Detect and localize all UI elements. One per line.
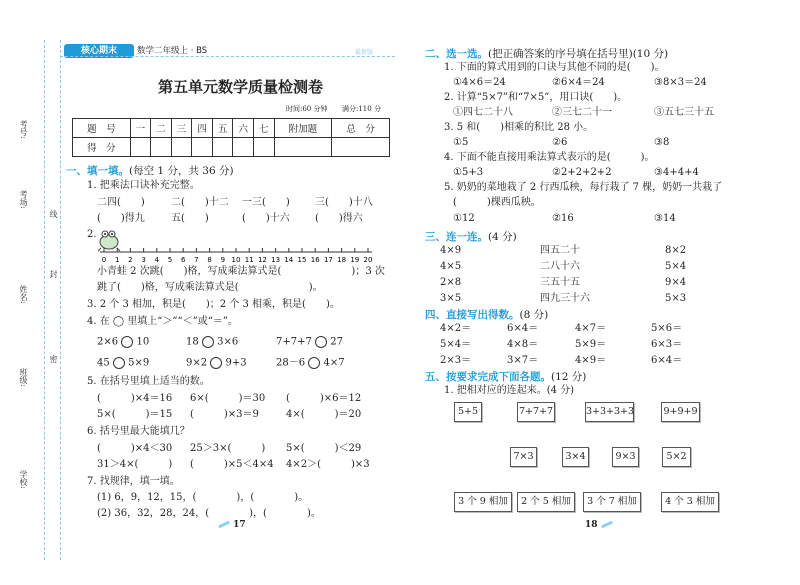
- section-4-heading: [425, 307, 548, 322]
- score-input-cell[interactable]: [332, 138, 390, 157]
- s4-item: 5×9＝: [575, 339, 607, 350]
- page-title: 第五单元数学质量检测卷: [158, 78, 324, 96]
- match-bottom-box[interactable]: 3 个 9 相加: [454, 492, 512, 512]
- q5-item: 4×( )＝20: [286, 409, 362, 420]
- number-line-tick-label: 0: [101, 256, 107, 264]
- s2-q2: 2. 计算“5×7”和“7×5”，用口诀( )。: [444, 92, 628, 103]
- q1-item: 三( )十八: [315, 197, 373, 208]
- section-1-note: (每空 1 分，共 36 分): [129, 165, 234, 177]
- s4-item: 6×3＝: [651, 339, 683, 350]
- q4-row-2: [97, 357, 149, 370]
- score-row-label: 得 分: [73, 138, 131, 157]
- match-top-box[interactable]: 5+5: [454, 402, 482, 422]
- q4-expr: 5×9: [128, 357, 150, 369]
- s3-left-item[interactable]: 2×8: [440, 277, 462, 288]
- q1-item: ( )得六: [315, 213, 363, 224]
- s2-q1-opt: ②6×4＝24: [552, 77, 605, 88]
- class-label: 班级:: [19, 368, 28, 387]
- number-line-tick-label: 15: [297, 256, 307, 264]
- compare-circle[interactable]: [308, 357, 320, 369]
- q6-item: ( )×5＜4×4: [190, 459, 274, 470]
- s2-q3-opt: ③8: [654, 137, 670, 148]
- pen-icon: [218, 521, 230, 529]
- score-input-cell[interactable]: [130, 138, 151, 157]
- score-input-cell[interactable]: [171, 138, 192, 157]
- s2-q1-opt: ①4×6＝24: [453, 77, 506, 88]
- s2-q5-line-2: ( )棵西瓜秧。: [453, 197, 541, 208]
- score-table: [72, 118, 390, 157]
- q2-line-2: 跳了( )格，写成乘法算式是( )。: [97, 282, 323, 293]
- q1-item: 一三( ): [242, 197, 290, 208]
- score-header-cell: 五: [212, 119, 233, 138]
- match-top-box[interactable]: 7+7+7: [517, 402, 555, 422]
- match-top-box[interactable]: 3+3+3+3: [585, 402, 634, 422]
- number-line-tick-label: 2: [128, 256, 133, 264]
- q1-item: ( )得九: [97, 213, 145, 224]
- s4-item: 4×7＝: [575, 323, 607, 334]
- section-5-note: (12 分): [551, 371, 587, 383]
- number-line-tick-label: 12: [257, 256, 267, 264]
- number-line-tick-label: 9: [220, 256, 226, 264]
- s4-item: 5×4＝: [440, 339, 472, 350]
- s2-q1-opt: ③8×3＝24: [654, 77, 707, 88]
- q4-row-1c: [276, 336, 343, 349]
- corner-tag: 最新版: [355, 49, 374, 56]
- match-mid-box[interactable]: 5×2: [662, 447, 691, 467]
- number-line-tick-label: 14: [284, 256, 294, 264]
- q1-item: 二( )十二: [171, 197, 229, 208]
- q5-item: 5×( )＝15: [97, 409, 173, 420]
- q4-expr: 9×2: [186, 357, 208, 369]
- match-bottom-box[interactable]: 4 个 3 相加: [661, 492, 719, 512]
- score-header-cell: 一: [130, 119, 151, 138]
- compare-circle[interactable]: [210, 357, 222, 369]
- s2-q4: 4. 下面不能直接用乘法算式表示的是( )。: [444, 152, 655, 163]
- s2-q5-opt: ②16: [552, 213, 574, 224]
- seal-secret-char: 密: [49, 355, 58, 363]
- number-line-tick-label: 5: [167, 256, 173, 264]
- page-number-left-text: 17: [233, 520, 246, 530]
- q4-expr: 9+3: [225, 357, 247, 369]
- s3-mid-item[interactable]: 四五二十: [540, 245, 580, 256]
- q6-item: 31＞4×( ): [97, 459, 173, 470]
- s4-item: 3×7＝: [507, 355, 539, 366]
- q4-expr: 7+7+7: [276, 336, 312, 348]
- s3-right-item[interactable]: 8×2: [665, 245, 687, 256]
- q4-expr: 27: [330, 336, 343, 348]
- score-input-cell[interactable]: [233, 138, 254, 157]
- score-header-cell: 六: [233, 119, 254, 138]
- s2-q4-opt: ③4+4+4: [654, 167, 699, 178]
- q6-item: 5×( )＜29: [286, 443, 362, 454]
- match-mid-box[interactable]: 7×3: [510, 447, 537, 467]
- q5-item: ( )×6＝12: [286, 393, 362, 404]
- q6-item: 4×2＞( )×3: [286, 459, 370, 470]
- school-label: 学校:: [19, 470, 28, 489]
- score-input-cell[interactable]: [212, 138, 233, 157]
- s2-q4-opt: ①5+3: [453, 167, 484, 178]
- name-label: 姓名:: [19, 285, 28, 304]
- number-line-tick-label: 7: [194, 256, 199, 264]
- s3-mid-item[interactable]: 三五十五: [540, 277, 580, 288]
- match-mid-box[interactable]: 3×4: [562, 447, 589, 467]
- compare-circle[interactable]: [113, 357, 125, 369]
- s3-right-item[interactable]: 9×4: [665, 277, 687, 288]
- brand-logo: 核心期末: [64, 44, 134, 58]
- number-line-tick-label: 18: [337, 256, 347, 264]
- section-4-title: 四、直接写出得数。: [425, 309, 520, 321]
- number-line-tick-label: 1: [114, 256, 120, 264]
- s4-item: 5×6＝: [651, 323, 683, 334]
- s3-right-item[interactable]: 5×4: [665, 261, 687, 272]
- match-top-box[interactable]: 9+9+9: [661, 402, 700, 422]
- q4-row-2c: [276, 357, 345, 370]
- q1-item: ( )十六: [242, 213, 290, 224]
- match-bottom-box[interactable]: 3 个 7 相加: [583, 492, 641, 512]
- q2-line-1: 小青蛙 2 次跳( )格，写成乘法算式是( )；3 次: [97, 266, 385, 277]
- exam-no-label: 考号:: [19, 120, 28, 139]
- s3-left-item[interactable]: 4×9: [440, 245, 462, 256]
- q4-expr: 3×6: [217, 336, 239, 348]
- s4-item: 4×9＝: [575, 355, 607, 366]
- q4-expr: 18: [186, 336, 199, 348]
- section-4-note: (8 分): [519, 309, 549, 321]
- s4-item: 2×3＝: [440, 355, 472, 366]
- binding-line-inner: [60, 40, 61, 560]
- score-input-cell[interactable]: [253, 138, 274, 157]
- score-header-cell: 题 号: [73, 119, 131, 138]
- s2-q2-opt: ①四七二十八: [453, 107, 513, 118]
- q4-expr: 28－6: [276, 357, 306, 369]
- seal-line-char: 线: [49, 210, 58, 218]
- s3-right-item[interactable]: 5×3: [665, 293, 687, 304]
- score-input-cell[interactable]: [192, 138, 213, 157]
- q5-item: ( )×3＝9: [190, 409, 259, 420]
- q7-prompt: 7. 找规律，填一填。: [87, 476, 180, 487]
- number-line-tick-label: 4: [154, 256, 160, 264]
- section-1-heading: [66, 163, 234, 178]
- number-line-ticks: [102, 248, 373, 264]
- q7-sub-1: (1) 6，9，12，15，( )，( )。: [97, 492, 309, 503]
- score-value-row: [73, 138, 390, 157]
- page-number-right-text: 18: [585, 520, 598, 530]
- q4-expr: 45: [97, 357, 110, 369]
- section-2-title: 二、选一选。: [425, 48, 488, 60]
- match-bottom-box[interactable]: 2 个 5 相加: [517, 492, 575, 512]
- q4-expr: 2×6: [97, 336, 119, 348]
- pen-icon: [601, 521, 613, 529]
- q4-row-1: [97, 336, 149, 349]
- score-header-cell: 附加题: [274, 119, 332, 138]
- number-line-tick-label: 3: [141, 256, 146, 264]
- q5-item: ( )×4＝16: [97, 393, 173, 404]
- section-5-title: 五、按要求完成下面各题。: [425, 371, 551, 383]
- s3-left-item[interactable]: 4×5: [440, 261, 462, 272]
- q1-item: 五( ): [171, 213, 209, 224]
- score-header-cell: 三: [171, 119, 192, 138]
- q1-prompt: 1. 把乘法口诀补充完整。: [87, 180, 200, 191]
- section-3-note: (4 分): [488, 231, 517, 243]
- score-header-row: [73, 119, 390, 138]
- s2-q3-opt: ②6: [552, 137, 568, 148]
- q6-prompt: 6. 括号里最大能填几？: [87, 426, 190, 437]
- score-input-cell[interactable]: [151, 138, 172, 157]
- s2-q5-line-1: 5. 奶奶的菜地栽了 2 行西瓜秧，每行栽了 7 棵，奶奶一共栽了: [444, 182, 723, 193]
- s2-q3: 3. 5 和( )相乘的积比 28 小。: [444, 122, 594, 133]
- s4-item: 6×4＝: [651, 355, 683, 366]
- section-1-title: 一、填一填。: [66, 165, 129, 177]
- s5-q1-prompt: 1. 把相对应的连起来。(4 分): [444, 385, 575, 396]
- seal-seal-char: 封: [49, 270, 58, 278]
- q6-item: ( )×4＜30: [97, 443, 173, 454]
- s3-mid-item[interactable]: 四九三十六: [540, 293, 590, 304]
- q7-sub-2: (2) 36，32，28，24，( )，( )。: [97, 508, 321, 519]
- exam-room-label: 考场:: [19, 190, 28, 209]
- binding-line-outer: [44, 40, 45, 560]
- q4-expr: 4×7: [323, 357, 345, 369]
- header-divider: [60, 56, 395, 57]
- number-line-tick-label: 17: [323, 256, 333, 264]
- q5-item: 6×( )＝30: [190, 393, 266, 404]
- compare-circle[interactable]: [121, 336, 133, 348]
- s4-item: 4×8＝: [507, 339, 539, 350]
- score-header-cell: 二: [151, 119, 172, 138]
- compare-circle[interactable]: [315, 336, 327, 348]
- exam-time: 时间:60 分钟: [286, 105, 328, 113]
- score-header-cell: 四: [192, 119, 213, 138]
- q2-label: 2.: [87, 229, 97, 240]
- s2-q3-opt: ①5: [453, 137, 469, 148]
- q3-prompt: 3. 2 个 3 相加，积是( )；2 个 3 相乘，积是( )。: [87, 299, 340, 310]
- number-line-tick-label: 19: [350, 256, 360, 264]
- s4-item: 4×2＝: [440, 323, 472, 334]
- book-subtitle: 数学二年级上 · BS: [137, 46, 208, 56]
- q4-expr: 10: [136, 336, 150, 348]
- number-line-tick-label: 16: [310, 256, 320, 264]
- q1-item: 二四( ): [97, 197, 145, 208]
- number-line-tick-label: 11: [244, 256, 254, 264]
- s2-q4-opt: ②2+2+2+2: [552, 167, 612, 178]
- section-2-note: (把正确答案的序号填在括号里)(10 分): [488, 48, 669, 60]
- q5-prompt: 5. 在括号里填上适当的数。: [87, 376, 210, 387]
- s3-left-item[interactable]: 3×5: [440, 293, 462, 304]
- score-header-cell: 七: [253, 119, 274, 138]
- q4-row-1b: [186, 336, 238, 349]
- section-3-title: 三、连一连。: [425, 231, 488, 243]
- q4-row-2b: [186, 357, 247, 370]
- score-header-cell: 总 分: [332, 119, 390, 138]
- s4-item: 6×4＝: [507, 323, 539, 334]
- page-number-left: [218, 520, 246, 530]
- number-line-tick-label: 8: [207, 256, 212, 264]
- q4-prompt: 4. 在 ◯ 里填上“＞”“＜”或“＝”。: [87, 316, 238, 327]
- q6-item: 25＞3×( ): [190, 443, 266, 454]
- s2-q5-opt: ①12: [453, 213, 475, 224]
- number-line-tick-label: 6: [180, 256, 186, 264]
- s2-q1: 1. 下面的算式用到的口诀与其他不同的是( )。: [444, 62, 665, 73]
- section-3-heading: [425, 229, 517, 244]
- compare-circle[interactable]: [202, 336, 214, 348]
- section-5-heading: [425, 369, 586, 384]
- number-line-tick-label: 10: [231, 256, 241, 264]
- page-number-right: [585, 520, 613, 530]
- s2-q5-opt: ③14: [654, 213, 676, 224]
- match-mid-box[interactable]: 9×3: [612, 447, 639, 467]
- number-line-tick-label: 20: [363, 256, 373, 264]
- score-input-cell[interactable]: [274, 138, 332, 157]
- s2-q2-opt: ③五七三十五: [654, 107, 714, 118]
- s3-mid-item[interactable]: 二八十六: [540, 261, 580, 272]
- number-line-tick-label: 13: [271, 256, 281, 264]
- exam-total: 满分:110 分: [342, 105, 381, 113]
- s2-q2-opt: ②三七二十一: [552, 107, 612, 118]
- section-2-heading: [425, 46, 668, 61]
